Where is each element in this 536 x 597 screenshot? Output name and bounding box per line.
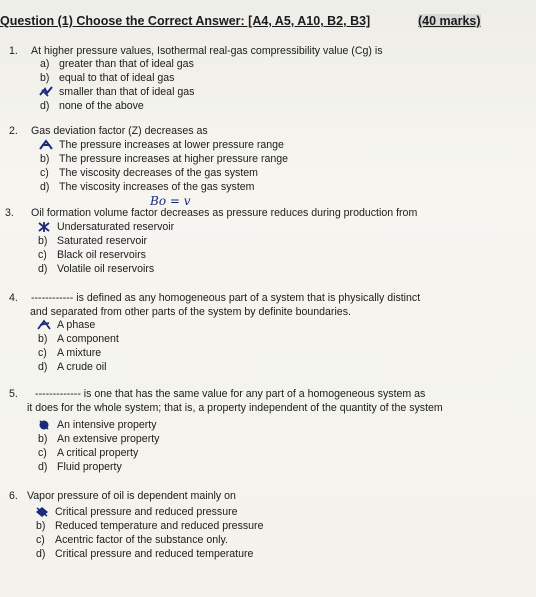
question-5	[9, 387, 536, 415]
exam-page: Question (1) Choose the Correct Answer: [A4, A5, A10, B2, B3] (40 marks) 1. At higher pressure values, Isothermal real-gas compressibility value (Cg) is a) greater than that of ideal gas b) equal to that of ideal gas smaller than that of ideal gas d) none of the above 2. Gas deviation factor (Z) decreases as The pressure increases at lower pressure range b) The pressure increases at higher pressure range c) The viscosity decreases of the gas system d) The viscosity increases of the gas system Bo = v 3. Oil formation volume factor decreases as pressure reduces during production from Undersaturated reservoir b) Saturated reservoir c) Black oil reservoirs d) Volatile oil reservoirs 4. ------------ is defined as any homogeneous part of a system that is physically distinct and separated from other parts of the system by definite boundaries. A phase b) A component c) A mixture d) A crude oil 5. ------------- is one that has the same value for any part of a homogeneous system as it does for the whole system; that is, a property independent of the quantity of the system An intensive property b) An extensive property c) A critical property d) Fluid property 6. Vapor pressure of oil is dependent mainly on Critical pressure and reduced pressure b) Reduced temperature and reduced pressure c) Acentric factor of the substance only. d) Critical pressure and reduced temperature	[0, 0, 536, 597]
answer-mark-icon	[37, 221, 51, 233]
section-title: Question (1) Choose the Correct Answer: [A4, A5, A10, B2, B3]	[0, 14, 371, 28]
question-number: 1.	[9, 45, 18, 57]
question-stem-continued: and separated from other parts of the system by definite boundaries.	[30, 306, 351, 318]
question-number: 5.	[9, 388, 18, 400]
section-header	[0, 12, 536, 32]
question-stem: Oil formation volume factor decreases as pressure reduces during production from	[31, 207, 418, 219]
handwritten-annotation: Bo = v	[150, 194, 191, 208]
section-marks: (40 marks)	[418, 14, 481, 28]
question-6	[9, 489, 529, 503]
question-2	[9, 124, 529, 138]
answer-mark-icon	[37, 419, 51, 431]
question-stem: Vapor pressure of oil is dependent mainly on	[27, 490, 236, 502]
question-stem: Gas deviation factor (Z) decreases as	[31, 125, 208, 137]
answer-mark-icon	[39, 86, 53, 98]
question-number: 6.	[9, 490, 18, 502]
question-number: 4.	[9, 292, 18, 304]
answer-mark-icon	[35, 506, 49, 518]
question-stem: ------------- is one that has the same value for any part of a homogeneous system as	[35, 388, 426, 400]
answer-mark-icon	[39, 139, 53, 151]
question-number: 3.	[5, 207, 14, 219]
answer-mark-icon	[37, 319, 51, 331]
question-stem: ------------ is defined as any homogeneous part of a system that is physically distinct	[31, 292, 421, 304]
question-number: 2.	[9, 125, 18, 137]
question-4	[9, 291, 536, 319]
question-stem-continued: it does for the whole system; that is, a property independent of the quantity of the system	[27, 402, 443, 414]
question-3	[5, 206, 530, 220]
question-1	[9, 44, 529, 58]
question-stem: At higher pressure values, Isothermal real-gas compressibility value (Cg) is	[31, 45, 383, 57]
